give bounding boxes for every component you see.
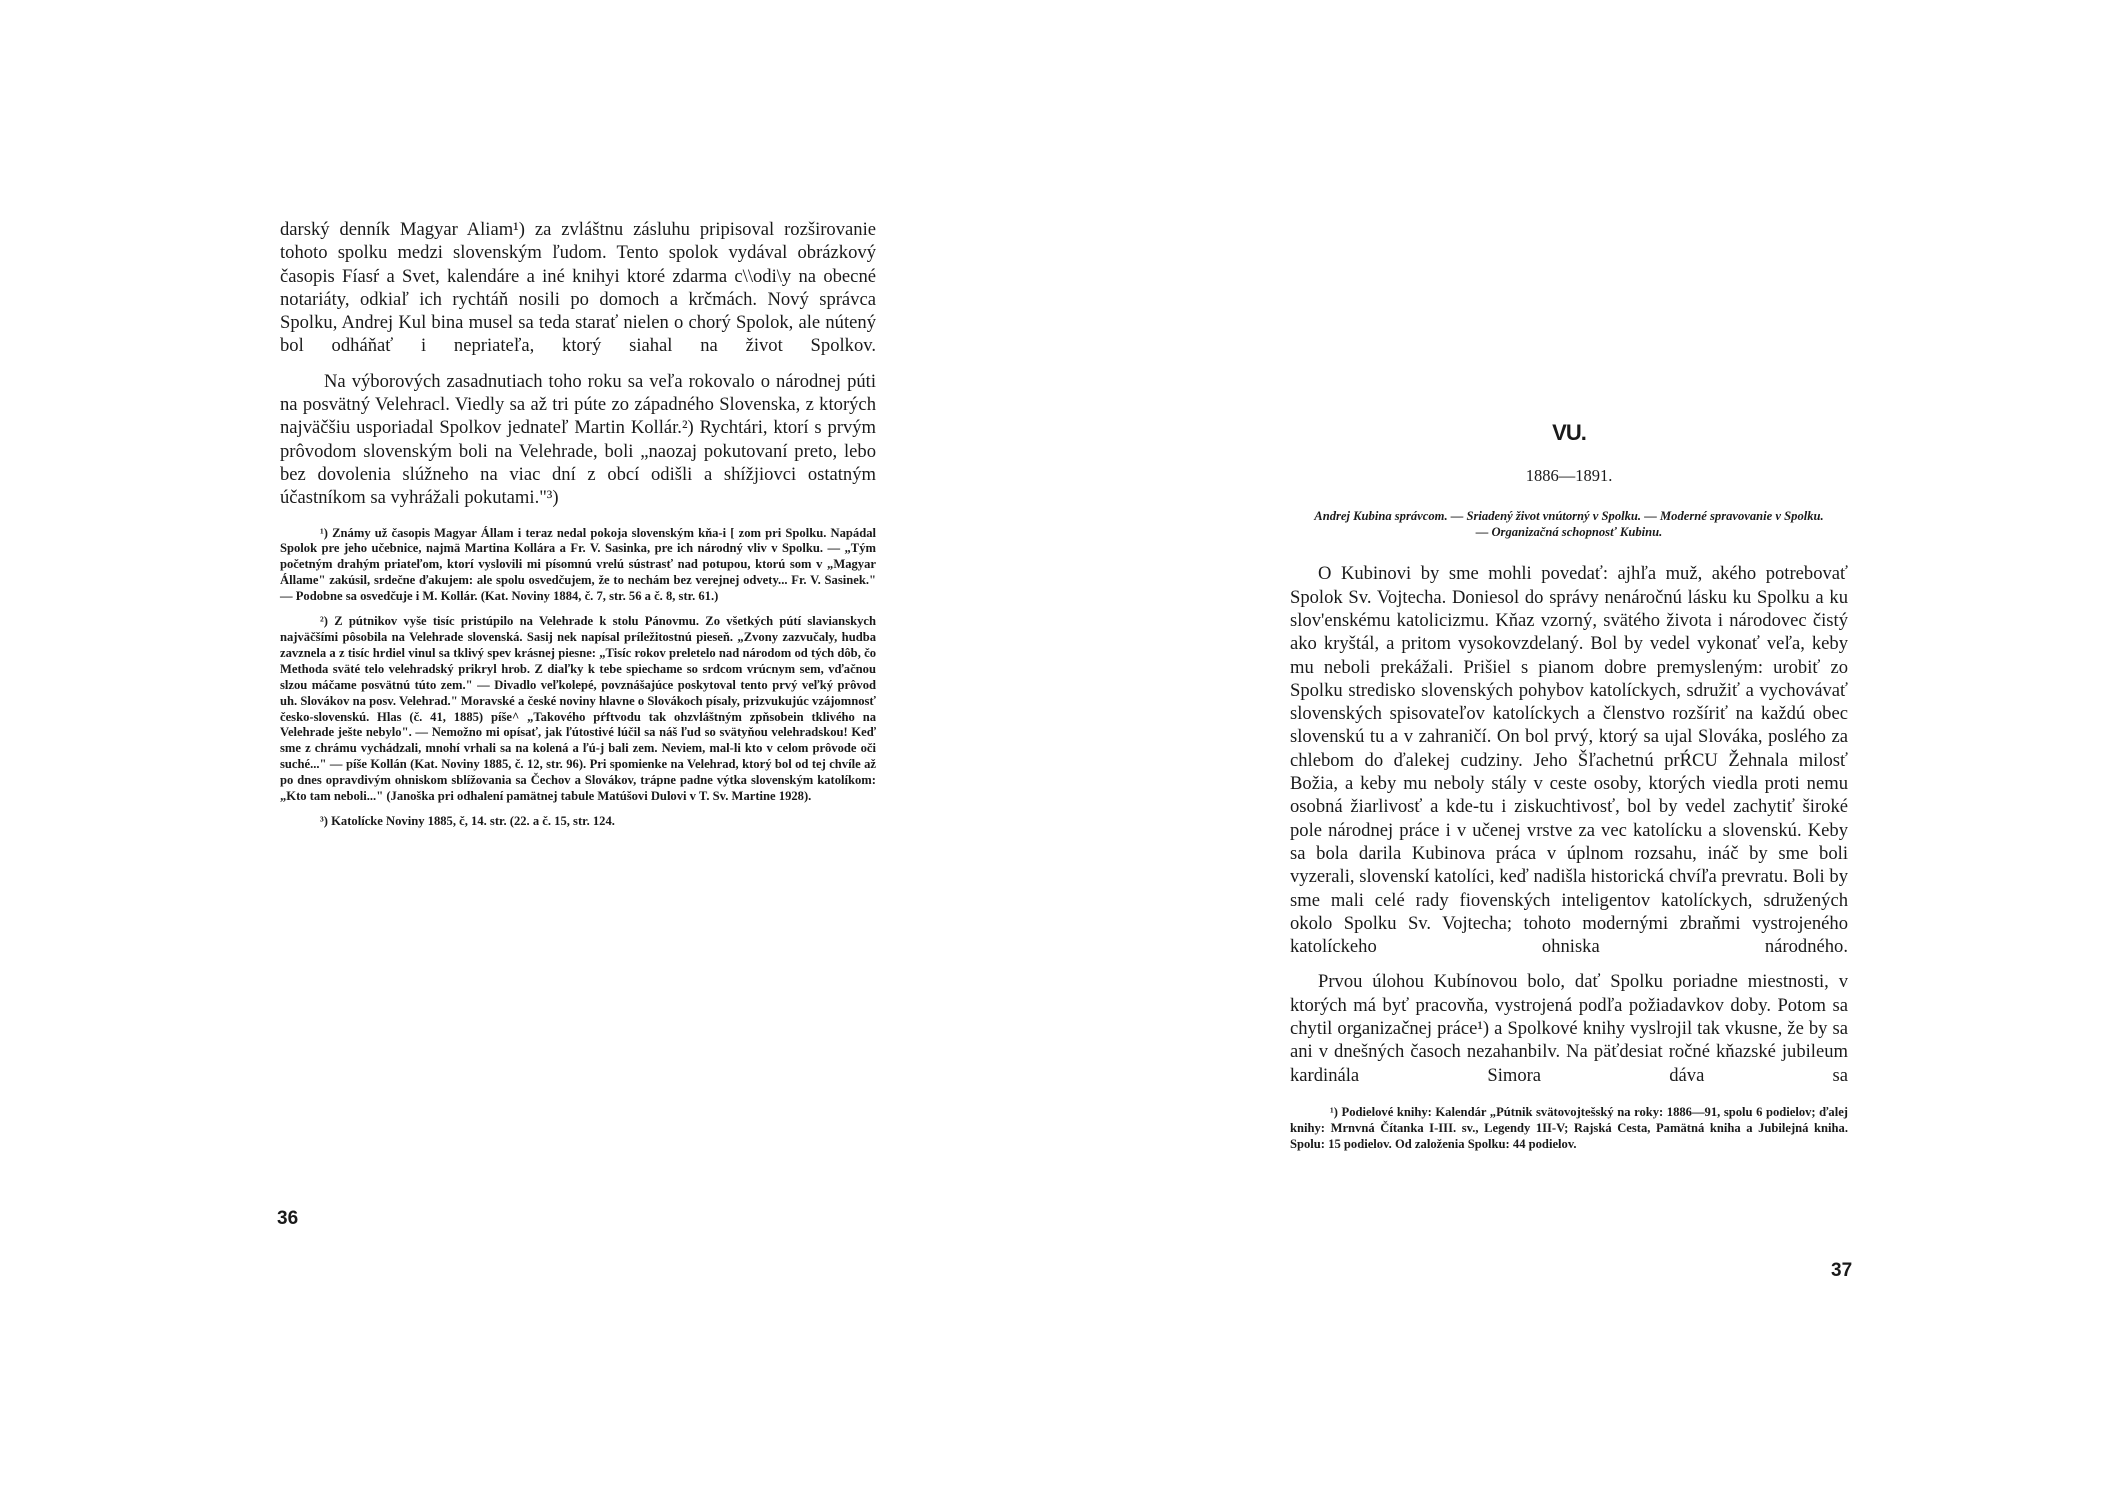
- left-page: [280, 218, 876, 839]
- right-body-text: [1290, 562, 1848, 1087]
- page-number-right: 37: [1831, 1260, 1853, 1281]
- page-number-left: 36: [277, 1208, 299, 1229]
- left-body-text: [280, 218, 876, 510]
- chapter-summary: Andrej Kubina správcom. — Sriadený život vnútorný v Spolku. — Moderné spravovanie v Spolku. — Organizačná schopnosť Kubinu.: [1314, 509, 1824, 540]
- right-paragraph-2: Prvou úlohou Kubínovou bolo, dať Spolku poriadne miestnosti, v ktorých má byť pracovňa, vystrojená podľa požiadavkov doby. Potom sa chytil organizačnej práce¹) a Spolkové knihy vyslrojil tak vkusne, že by sa ani v dnešných časoch nezahanbilv. Na päťdesiat ročné kňazské jubileum kardinála Simora dáva sa: [1290, 971, 1848, 1086]
- left-paragraph-2: Na výborových zasadnutiach toho roku sa veľa rokovalo o národnej púti na posvätný Velehracl. Viedly sa až tri púte zo západného Slovenska, z ktorých najväčšiu usporiadal Spolkov jednateľ Martin Kollár.²) Rychtári, ktorí s prvým prôvodom slovenským boli na Velehrade, boli „naozaj pokutovaní preto, lebo bez dovolenia slúžneho na viac dní z obcí odišli a shížjiovci ostatným účastníkom sa vyhrážali pokutami."³): [280, 370, 876, 509]
- footnote-2: ²) Z pútnikov vyše tisíc pristúpilo na Velehrade k stolu Pánovmu. Zo všetkých pútí slavianskych najväčšími pôsobila na Velehrade slovenská. Sasij nek napísal príležitostnú pieseň. „Zvony zazvučaly, hudba zavznela a z tisíc hrdiel vinul sa tklivý spev krásnej piesne: „Tisíc rokov preletelo nad národom od tých dôb, čo Methoda sväté telo velehradský prikryl hrob. Z diaľky k tebe spiechame so srdcom vrúcnym sem, vďačnou slzou máčame posvätnú túto zem." — Divadlo veľkolepé, povznášajúce poskytoval tento prvý veľký prôvod uh. Slovákov na posv. Velehrad." Moravské a české noviny hlavne o Slovákoch písaly, prizvukujúc vzájomnosť česko-slovenskú. Hlas (č. 41, 1885) píše^ „Takového pŕftvodu tak ohzvláštným zpňsobein tklivého na Velehrade ješte nebylo". — Nemožno mi opísať, jak ľútostivé lúčil sa náš ľud so svätyňou velehradskou! Keď sme z chrámu vychádzali, mnohí vrhali sa na kolená a ľú-j bali zem. Neviem, mal-li kto v celom prôvode oči suché..." — píše Kollán (Kat. Noviny 1885, č. 12, str. 96). Pri spomienke na Velehrad, ktorý bol od tej chvíle až po dnes opravdivým ohniskom sblížovania sa Čechov a Slovákov, trápne padne výtka slovenským katolíkom: „Kto tam neboli..." (Janoška pri odhalení pamätnej tabule Matúšovi Dulovi v T. Sv. Martine 1928).: [280, 614, 876, 804]
- left-footnotes: [280, 526, 876, 830]
- chapter-heading: VU.: [1552, 420, 1586, 445]
- left-paragraph-1: darský denník Magyar Aliam¹) za zvláštnu zásluhu pripisoval rozširovanie tohoto spolku medzi slovenským ľudom. Tento spolok vydával obrázkový časopis Fíasŕ a Svet, kalendáre a iné knihyi ktoré zdarma c\\odi\y na obecné notariáty, odkiaľ ich rychtáň nosili po domoch a krčmách. Nový správca Spolku, Andrej Kul bina musel sa teda starať nielen o chorý Spolok, ale nútený bol odháňať i nepriateľa, ktorý siahal na život Spolkov.: [280, 219, 876, 357]
- right-page: [1290, 420, 1848, 1162]
- footnote-1: ¹) Známy už časopis Magyar Állam i teraz nedal pokoja slovenským kňa-i [ zom pri Spolku. Napádal Spolok pre jeho učebnice, najmä Martina Kollára a Fr. V. Sasinka, pre ich národný vliv v Spolku. — „Tým početným drahým priateľom, ktorí vyslovili mi písomnú vrelú sústrasť nad potupou, ktorú som v „Magyar Állame" zakúsil, srdečne ďakujem: ale spolu osvedčujem, že to nechám bez verejnej odvety... Fr. V. Sasinek." — Podobne sa osvedčuje i M. Kollár. (Kat. Noviny 1884, č. 7, str. 56 a č. 8, str. 61.): [280, 525, 876, 604]
- right-paragraph-1: O Kubinovi by sme mohli povedať: ajhľa muž, akého potrebovať Spolok Sv. Vojtecha. Doniesol do správy nenáročnú lásku ku Spolku a ku slov'enskému katolicizmu. Kňaz vzorný, svätého života i národovec čistý ako kryštál, a pritom vysokovzdelaný. Bol by vedel vykonať veľa, keby mu neboli prekážali. Prišiel s pianom dobre premysleným: urobiť zo Spolku stredisko slovenských pohybov katolíckych, sdružiť a vychovávať slovenských spisovateľov katolíckych a členstvo rozšíriť na každú obec slovenskú tu a v zahraničí. On bol prvý, ktorý sa ujal Slováka, poslého za chlebom do ďalekej cudziny. Jeho Šľachetnú prŔCU Žehnala milosť Božia, a keby mu neboly stály v ceste osoby, ktorých viedla proti nemu osobná žiarlivosť a kde-tu i ziskuchtivosť, bol by vedel zachytiť široké pole národnej práce i v učenej vrstve za vec katolícku a slovenskú. Keby sa bola darila Kubinova práca v úplnom rozsahu, ináč by sme boli vyzerali, slovenskí katolíci, keď nadišla historická chvíľa prevratu. Boli by sme mali celé rady fiovenských inteligentov katolíckych, sdružených okolo Spolku Sv. Vojtecha; tohoto modernými zbraňmi vystrojeného katolíckeho ohniska národného.: [1290, 563, 1848, 958]
- footnote-right-1: ¹) Podielové knihy: Kalendár „Pútnik svätovojtešský na roky: 1886—91, spolu 6 podielov; ďalej knihy: Mrnvná Čítanka I-III. sv., Legendy 1II-V; Rajská Cesta, Pamätná kniha a Jubilejná kniha. Spolu: 15 podielov. Od založenia Spolku: 44 podielov.: [1290, 1104, 1848, 1151]
- footnote-3: ³) Katolícke Noviny 1885, č, 14. str. (22. a č. 15, str. 124.: [320, 813, 615, 828]
- chapter-years: 1886—1891.: [1525, 466, 1613, 485]
- right-footnotes: [1290, 1105, 1848, 1153]
